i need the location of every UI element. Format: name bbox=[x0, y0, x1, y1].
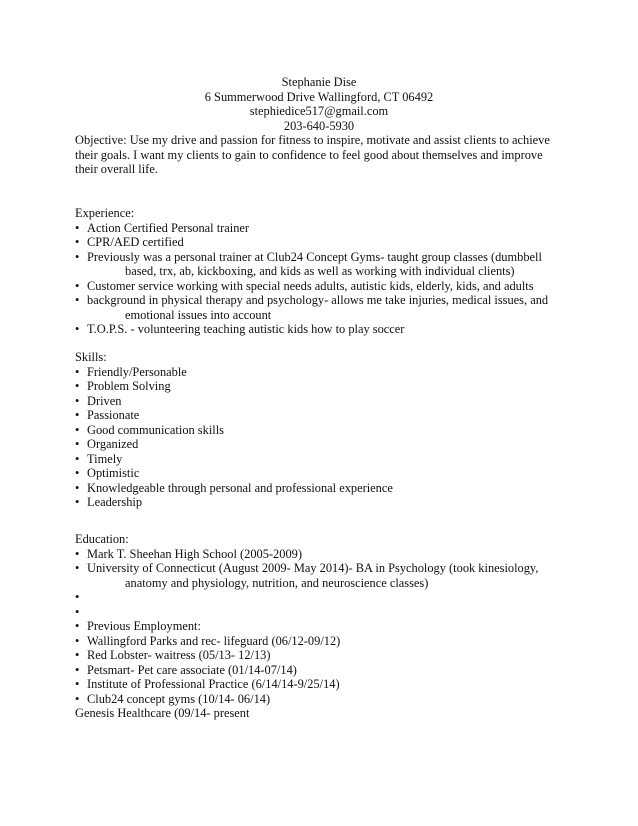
bullet-icon: • bbox=[75, 648, 80, 662]
bullet-icon: • bbox=[75, 604, 80, 619]
skill-item: • Optimistic bbox=[75, 466, 140, 480]
bullet-icon: • bbox=[75, 480, 80, 495]
objective-section bbox=[75, 133, 575, 177]
experience-item: • Customer service working with special needs adults, autistic kids, elderly, kids, and adults bbox=[75, 278, 534, 293]
street-address: 6 Summerwood Drive Wallingford, CT 06492 bbox=[204, 89, 434, 104]
employment-item: • Wallingford Parks and rec- lifeguard (06/12-09/12) bbox=[75, 633, 341, 648]
bullet-icon: • bbox=[75, 278, 80, 293]
email-address: stephiedice517@gmail.com bbox=[249, 104, 389, 118]
objective-line: their overall life. bbox=[75, 162, 158, 176]
bullet-icon: • bbox=[75, 220, 80, 235]
bullet-icon: • bbox=[75, 662, 80, 677]
bullet-icon: • bbox=[75, 677, 80, 691]
bullet-icon: • bbox=[75, 495, 80, 509]
education-item: • University of Connecticut (August 2009- May 2014)- BA in Psychology (took kinesiology, anatomy and physiology, nutrition, and neuroscience classes) bbox=[75, 561, 539, 590]
contact-header bbox=[0, 75, 638, 133]
bullet-icon: • bbox=[75, 590, 80, 604]
skill-item: • Good communication skills bbox=[75, 422, 224, 437]
bullet-icon: • bbox=[75, 691, 80, 706]
experience-item: • CPR/AED certified bbox=[75, 235, 184, 249]
skills-section bbox=[75, 350, 575, 510]
skill-item: • Problem Solving bbox=[75, 379, 171, 393]
experience-item: • background in physical therapy and psychology- allows me take injuries, medical issues, and emotional issues into account bbox=[75, 293, 549, 322]
bullet-icon: • bbox=[75, 235, 80, 249]
bullet-icon: • bbox=[75, 364, 80, 379]
experience-heading: Experience: bbox=[75, 206, 135, 220]
bullet-icon: • bbox=[75, 633, 80, 648]
bullet-icon: • bbox=[75, 619, 80, 633]
education-item: • Mark T. Sheehan High School (2005-2009) bbox=[75, 546, 302, 561]
bullet-icon: • bbox=[75, 451, 80, 466]
experience-item: • Previously was a personal trainer at Club24 Concept Gyms- taught group classes (dumbbell based, trx, ab, kickboxing, and kids as well as working with individual clients) bbox=[75, 249, 542, 278]
bullet-icon: • bbox=[75, 322, 80, 336]
employment-item: • Petsmart- Pet care associate (01/14-07/14) bbox=[75, 662, 297, 677]
bullet-icon: • bbox=[75, 393, 80, 408]
bullet-icon: • bbox=[75, 293, 80, 307]
employment-item: • Red Lobster- waitress (05/13- 12/13) bbox=[75, 648, 271, 662]
bullet-icon: • bbox=[75, 561, 80, 575]
skill-item: • Timely bbox=[75, 451, 123, 466]
skill-item: • Organized bbox=[75, 437, 139, 451]
skill-item: • Passionate bbox=[75, 408, 140, 422]
phone-number: 203-640-5930 bbox=[283, 118, 355, 133]
skill-item: • Friendly/Personable bbox=[75, 364, 187, 379]
employment-item: • Club24 concept gyms (10/14- 06/14) bbox=[75, 691, 271, 706]
bullet-icon: • bbox=[75, 437, 80, 451]
skill-item: • Knowledgeable through personal and professional experience bbox=[75, 480, 393, 495]
skill-item: • Leadership bbox=[75, 495, 143, 509]
objective-line: their goals. I want my clients to gain to confidence to feel good about themselves and improve bbox=[75, 147, 543, 162]
education-heading: Education: bbox=[75, 532, 129, 546]
bullet-icon: • bbox=[75, 466, 80, 480]
applicant-name: Stephanie Dise bbox=[281, 75, 357, 89]
employment-heading-item: • Previous Employment: bbox=[75, 619, 201, 633]
objective-line: Objective: Use my drive and passion for fitness to inspire, motivate and assist clients to achieve bbox=[75, 133, 550, 147]
bullet-icon: • bbox=[75, 422, 80, 437]
experience-item: • T.O.P.S. - volunteering teaching autistic kids how to play soccer bbox=[75, 322, 405, 336]
experience-item: • Action Certified Personal trainer bbox=[75, 220, 250, 235]
experience-section bbox=[75, 206, 575, 337]
empty-bullet-item bbox=[75, 605, 575, 620]
bullet-icon: • bbox=[75, 249, 80, 264]
employment-current-line: Genesis Healthcare (09/14- present bbox=[75, 706, 250, 720]
empty-bullet-item bbox=[75, 590, 575, 605]
skills-heading: Skills: bbox=[75, 350, 107, 364]
skill-item: • Driven bbox=[75, 393, 122, 408]
education-section bbox=[75, 532, 575, 721]
employment-item: • Institute of Professional Practice (6/14/14-9/25/14) bbox=[75, 677, 340, 691]
bullet-icon: • bbox=[75, 546, 80, 561]
bullet-icon: • bbox=[75, 379, 80, 393]
bullet-icon: • bbox=[75, 408, 80, 422]
